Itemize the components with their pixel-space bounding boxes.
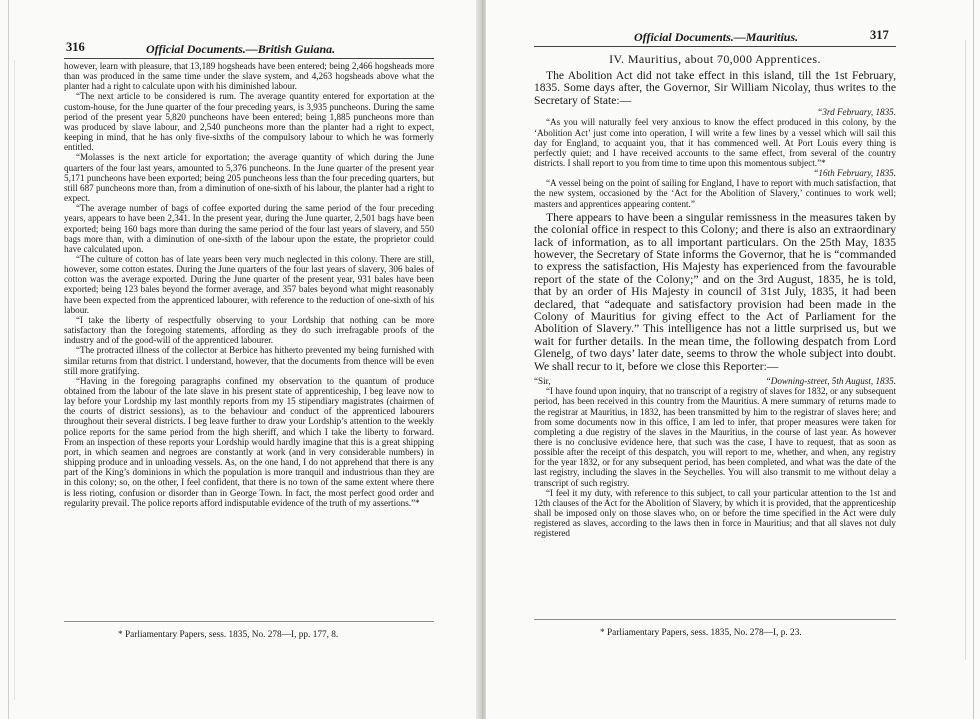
letter-paragraph: “As you will naturally feel very anxious to know the effect produced in this colony, by the ‘Abolition Act’ just come into operation, I will write a few lines by a vessel which will sail this day for England, to acquaint you, that it has commenced well. At Port Louis every thing is perfectly quiet; and I have received accounts to the same effect, from several of the country districts. I shall report to you from time to time upon this momentous subject.”* <box>534 117 896 168</box>
letter-date: “Downing-street, 5th August, 1835. <box>765 376 896 387</box>
section-title: IV. Mauritius, about 70,000 Apprentices. <box>609 52 821 66</box>
footnote-rule <box>534 619 896 620</box>
salutation: “Sir, <box>534 376 551 387</box>
page-edge-line <box>973 0 974 719</box>
page-number: 316 <box>66 40 85 54</box>
letter-paragraph: “A vessel being on the point of sailing for England, I have to report with much satisfaction, that the new system, occasioned by the ‘Act for the Abolition of Slavery,’ continues to work well; masters and apprentices appearing content.” <box>534 178 896 209</box>
paragraph: The Abolition Act did not take effect in this island, till the 1st February, 1835. Some days after, the Governor, Sir William Nicolay, thus writes to the Secretary of State:— <box>534 69 896 107</box>
letter-date: “3rd February, 1835. <box>817 107 896 118</box>
running-head: Official Documents.—British Guiana. <box>146 42 336 56</box>
page-edge-line <box>14 60 15 700</box>
page-edge-line <box>965 40 966 660</box>
paragraph: “Having in the foregoing paragraphs confined my observation to the quantum of produce obtained from the labour of the late slave in his present state of apprenticeship, I beg leave now to lay before your Lordship my last monthly reports from my 15 stipendiary magistrates (chairmen of the courts of district sessions), as to the behaviour and conduct of the apprenticed labourers throughout their several districts. I beg leave further to draw your Lordship’s attention to the weekly police reports for the same period from the high sheriff, and which I take the liberty to forward. From an inspection of these reports your Lordship would hardly imagine that this is a great shipping port, in which seamen and negroes are constantly at work (and in very considerable numbers) in shipping produce and in unloading vessels. As, on the one hand, I do not apprehend that there is any part of the King’s dominions in which the population is more tranquil and industrious than they are in this colony; so, on the other, I feel confident, that there is no town of the same extent where there is less rioting, confusion or disorder than in George Town. In fact, the most perfect good order and regularity prevail. The police reports afford indisputable evidence of the truth of my assertions.”* <box>64 375 434 508</box>
footnote: * Parliamentary Papers, sess. 1835, No. 278—I, p. 23. <box>600 628 802 638</box>
paragraph: “The culture of cotton has of late years been very much neglected in this colony. There are still, however, some cotton estates. During the June quarters of the four last years of slavery, 306 bales of cotton was the average exported. During the June quarter of the present year, 931 bales have been exported; being 123 bales beyond the former average, and 357 bales beyond what might reasonably have been expected from the apprenticed labourer, with reference to the reduction of one-sixth of his labour. <box>64 253 434 315</box>
paragraph: “Molasses is the next article for exportation; the average quantity of which during the June quarters of the four last years, amounted to 5,376 puncheons. In the June quarter of the present year 5,171 puncheons have been exported; being 205 puncheons less than the four preceding quarters, but still 687 puncheons more than, from a diminution of one-sixth of his labour, the planter had a right to expect. <box>64 152 434 204</box>
paragraph: “The next article to be considered is rum. The average quantity entered for exportation at the custom-house, for the June quarter of the four preceding years, is 3,935 puncheons. During the same period of the present year 5,820 puncheons have been entered; being 1,885 puncheons more than was produced by slave labour, and 2,540 puncheons more than the planter had a right to expect, keeping in mind, that he has only five-sixths of the compulsory labour to which he was formerly entitled. <box>64 91 434 153</box>
letter-paragraph: “I feel it my duty, with reference to this subject, to call your particular attention to the 1st and 12th clauses of the Act for the Abolition of Slavery, by which it is provided, that the apprenticeship shall be imposed only on those slaves who, on or before the time specified in the Act were duly registered as slaves, according to the laws then in force in Mauritius; and that all slaves not duly registered <box>534 487 896 539</box>
left-body-text <box>64 61 434 508</box>
footnote: * Parliamentary Papers, sess. 1835, No. 278—I, pp. 177, 8. <box>118 630 339 640</box>
running-head: Official Documents.—Mauritius. <box>634 30 799 44</box>
header-rule <box>64 58 434 59</box>
left-page <box>0 0 478 719</box>
paragraph: however, learn with pleasure, that 13,189 hogsheads have been entered; being 2,466 hogsheads more than was produced in the same time under the slave system, and 4,263 hogsheads above what the planter had a right to calculate upon with his diminished labour. <box>64 61 434 92</box>
letter-date: “16th February, 1835. <box>813 168 896 179</box>
paragraph: “The average number of bags of coffee exported during the same period of the four preceding years, appears to have been 2,341. In the present year, during the June quarter, 2,501 bags have been exported; being 160 bags more than during the same period of the four last years of slavery, and 550 bags more than, with a diminution of one-sixth of the labour upon the estate, the proprietor could have calculated upon. <box>64 203 434 254</box>
right-body-text <box>534 52 896 539</box>
header-rule <box>534 46 896 47</box>
right-page <box>486 0 980 719</box>
letter-paragraph: “I have found upon inquiry, that no transcript of a registry of slaves for 1832, or any subsequent period, has been received in this country from the Mauritius. A mere summary of returns made to the registrar at Mauritius, in 1832, has been transmitted by him to the registrar of slaves here; and from some documents now in this office, I am led to infer, that proper measures were taken for completing a due registry of the slaves in the Mauritius, in the course of last year. As however there is no conclusive evidence here, that such was the case, I have to request, that as soon as possible after the receipt of this despatch, you will report to me, whether, and when, any registry for the year 1832, or for any subsequent period, has been completed, and what was the date of the last registry, including the slaves in the Seychelles. You will also transmit to me without delay a transcript of such registry. <box>534 386 896 488</box>
paragraph: “I take the liberty of respectfully observing to your Lordship that nothing can be more satisfactory than the foregoing statements, affording as they do such irrefragable proofs of the industry and of the good-will of the apprenticed labourer. <box>64 314 434 346</box>
paragraph: “The protracted illness of the collector at Berbice has hitherto prevented my being furnished with similar returns from that district. I understand, however, that the documents from thence will be even still more gratifying. <box>64 345 434 376</box>
letter-heading <box>534 376 896 386</box>
footnote-rule <box>64 621 434 622</box>
page-number: 317 <box>870 28 889 42</box>
paragraph: There appears to have been a singular remissness in the measures taken by the colonial office in respect to this Colony; and there is also an extraordinary lack of information, as to all important particulars. On the 25th May, 1835 however, the Secretary of State informs the Governor, that he is “commanded to express the satisfaction, His Majesty has experienced from the favourable report of the state of the Colony;” and on the 3rd August, 1835, he is told, that by an order of His Majesty in council of 31st July, 1835, it had been declared, that “adequate and satisfactory provision had been made in the Colony of Mauritius for giving effect to the Act of Parliament for the Abolition of Slavery.” This intelligence has not a little surprised us, but we wait for further details. In the mean time, the following despatch from Lord Glenelg, of two days’ later date, seems to throw the whole subject into doubt. We shall recur to it, before we close this Reporter:— <box>534 210 896 373</box>
page-edge-line <box>8 0 9 719</box>
